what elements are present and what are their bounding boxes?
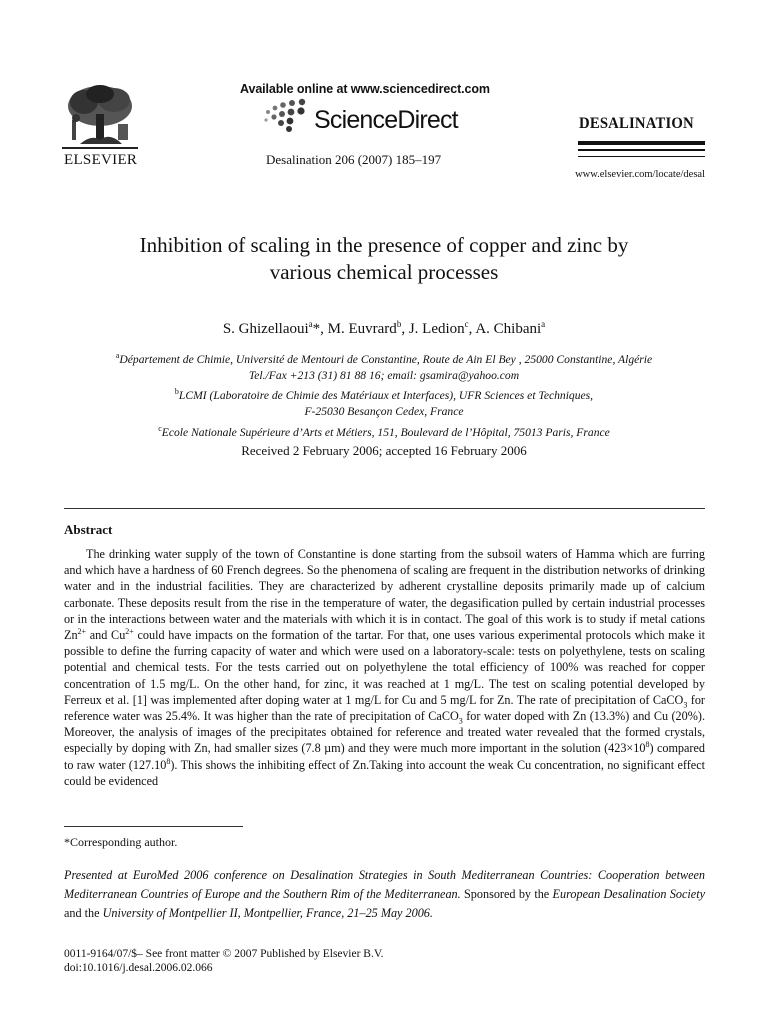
affiliation-text: LCMI (Laboratoire de Chimie des Matériaux et Interfaces), UFR Sciences et Techniques, bbox=[178, 389, 594, 403]
abstract-text: The drinking water supply of the town of Constantine is done starting from the subsoil waters of Hamma which are furring and which have a hardness of 60 French degrees. So the phenomena of scaling are frequent in the distribution networks of drinking water and in the industrial facilities. They are characterized by adherent crystalline deposits primarily made up of calcium carbonate. These deposits result from the rise in the temperature of water, the degasification pulled by certain industrial processes or in the interactions between water and the materials with which it is in contact. The goal of this work is to study if metal cations Zn bbox=[64, 547, 705, 643]
author-name: J. Ledion bbox=[408, 321, 465, 337]
issn-line: 0011-9164/07/$– See front matter © 2007 Published by Elsevier B.V. bbox=[64, 948, 384, 960]
author-name: A. Chibani bbox=[475, 321, 542, 337]
affiliation-mark: b bbox=[174, 387, 179, 397]
publisher-name: ELSEVIER bbox=[64, 152, 138, 168]
divider bbox=[64, 508, 705, 509]
affiliation-line bbox=[64, 404, 704, 420]
abstract-text: ). This shows the inhibiting effect of Zn.Taking into account the weak Cu concentration, no significant effect could be evidenced bbox=[64, 757, 706, 788]
paper-title bbox=[70, 232, 698, 286]
journal-rule bbox=[578, 156, 705, 157]
journal-name: DESALINATION bbox=[579, 115, 694, 132]
abstract-text: for reference water was 25.4%. It was higher than the rate of precipitation of CaCO bbox=[64, 692, 705, 724]
affiliation-mark: b bbox=[396, 319, 402, 329]
affiliation-mark: c bbox=[158, 423, 162, 433]
subscript: 3 bbox=[683, 700, 688, 710]
citation: Desalination 206 (2007) 185–197 bbox=[266, 152, 442, 167]
superscript: 2+ bbox=[77, 626, 87, 636]
affiliation-text: Département de Chimie, Université de Mentouri de Constantine, Route de Ain El Bey , 25000 Constantine, Algérie bbox=[119, 352, 653, 366]
note-text: University of Montpellier II, Montpellier, France, 21–25 May 2006. bbox=[99, 906, 433, 920]
sciencedirect-dots-icon bbox=[262, 98, 312, 134]
footnote-divider bbox=[64, 826, 243, 827]
note-text: Presented at EuroMed 2006 conference on bbox=[64, 868, 285, 882]
superscript: 8 bbox=[645, 740, 650, 750]
affiliation-line bbox=[64, 421, 704, 441]
affiliation-text: F-25030 Besançon Cedex, France bbox=[304, 405, 464, 419]
author-separator: , bbox=[401, 321, 409, 337]
affiliation-text: Ecole Nationale Supérieure d’Arts et Métiers, 151, Boulevard de l’Hôpital, 75013 Paris, France bbox=[161, 425, 610, 439]
affiliation-line bbox=[64, 368, 704, 384]
abstract-heading: Abstract bbox=[64, 522, 113, 537]
corresponding-author-note: *Corresponding author. bbox=[64, 835, 178, 849]
doi-link[interactable]: doi:10.1016/j.desal.2006.02.066 bbox=[64, 962, 213, 974]
affiliation-mark: a bbox=[541, 319, 546, 329]
affiliation-mark: a bbox=[308, 319, 313, 329]
received-dates: Received 2 February 2006; accepted 16 February 2006 bbox=[241, 443, 527, 458]
abstract-text: could have impacts on the formation of the tartar. For that, one uses various experimental protocols which make it possible to define the furring capacity of water and which were used on a laboratory-scale: tests on polyethylene, tests on scaling potential and chemical tests. For the tests carried out on polyethylene the total efficiency of 100% was reached for copper concentration of 1.5 mg/L. On the other hand, for zinc, it was reached at 1 mg/L. The test on scaling potential developed by Ferreux et al. [1] was implemented after doping water at 1 mg/L for Cu and 5 mg/L for Zn. The rate of precipitation of CaCO bbox=[64, 628, 706, 707]
note-text: and the bbox=[64, 906, 100, 920]
affiliation-mark: a bbox=[115, 351, 120, 360]
title-line: Inhibition of scaling in the presence of copper and zinc by bbox=[139, 233, 629, 257]
abstract-text: ) compared to raw water (127.10 bbox=[64, 741, 705, 772]
superscript: 8 bbox=[166, 756, 171, 766]
journal-url[interactable]: www.elsevier.com/locate/desal bbox=[575, 169, 705, 180]
available-online-text: Available online at www.sciencedirect.com bbox=[240, 82, 490, 96]
author-separator: *, bbox=[312, 321, 328, 337]
sciencedirect-name: ScienceDirect bbox=[314, 106, 458, 134]
abstract-body bbox=[64, 546, 705, 789]
affiliation-line bbox=[64, 384, 704, 404]
author-name: M. Euvrard bbox=[327, 321, 397, 337]
journal-rule bbox=[578, 141, 705, 145]
abstract-text: for water doped with Zn (13.3%) and Cu (20%). Moreover, the analysis of images of the precipitates obtained for reference and treated water revealed that the formed crystals, especially by doping with Zn, had smaller sizes (7.8 µm) and they were much more important in the solution (423×10 bbox=[64, 709, 706, 756]
author-list bbox=[70, 319, 698, 338]
affiliation-text: Tel./Fax +213 (31) 81 88 16; email: gsamira@yahoo.com bbox=[248, 369, 520, 383]
journal-rule bbox=[578, 149, 705, 151]
superscript: 2+ bbox=[125, 626, 134, 636]
subscript: 3 bbox=[458, 716, 463, 726]
title-line: various chemical processes bbox=[269, 260, 499, 284]
elsevier-tree-logo bbox=[62, 84, 138, 154]
affiliation-mark: c bbox=[464, 319, 469, 329]
conference-note bbox=[64, 866, 705, 923]
abstract-text: and Cu bbox=[86, 628, 126, 643]
author-name: S. Ghizellaoui bbox=[222, 321, 309, 337]
note-text: Desalination Strategies in South Mediterranean Countries: Cooperation between Mediterranean Countries of Europe and the Southern Rim of the Mediterranean. bbox=[64, 868, 705, 901]
author-separator: , bbox=[468, 321, 476, 337]
note-text: Sponsored by the bbox=[460, 887, 550, 901]
note-text: European Desalination Society bbox=[549, 887, 705, 901]
affiliation-line bbox=[64, 348, 704, 368]
affiliations bbox=[64, 348, 704, 441]
